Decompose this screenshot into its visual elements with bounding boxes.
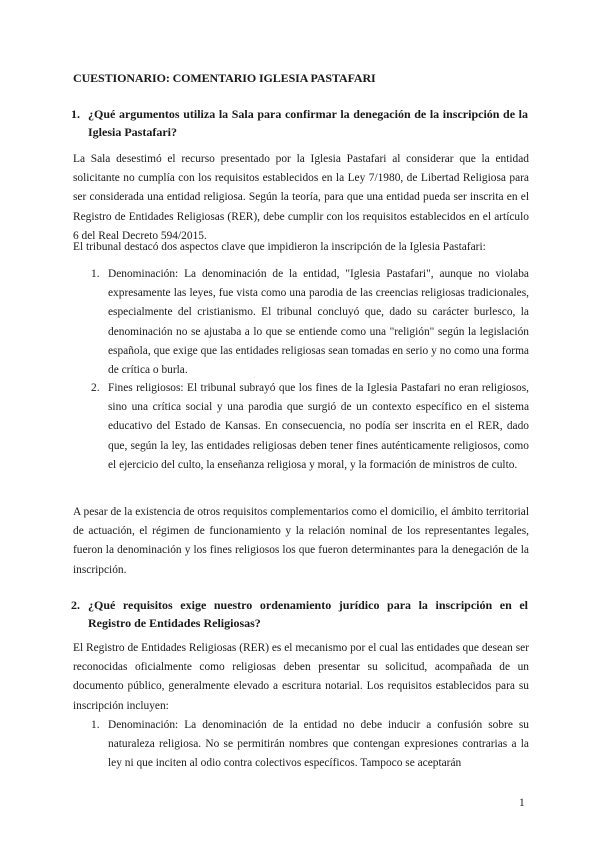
list-item-text: Fines religiosos: El tribunal subrayó que los fines de la Iglesia Pastafari no eran religiosos, sino una crítica social y una parodia que surgió de un contexto específico en el sistema educativo del Estado de Kansas. En consecuencia, no podía ser inscrita en el RER, dado que, según la ley, las entidades religiosas deben tener fines auténticamente religiosos, como el ejercicio del culto, la enseñanza religiosa y moral, y la formación de ministros de culto. xyxy=(108,382,529,471)
question-1 xyxy=(71,105,528,141)
list-item-text: Denominación: La denominación de la entidad no debe inducir a confusión sobre su naturaleza religiosa. No se permitirán nombres que contengan expresiones contrarias a la ley ni que inciten al odio contra colectivos específicos. Tampoco se aceptarán xyxy=(108,719,529,770)
list-item-text: Denominación: La denominación de la entidad, "Iglesia Pastafari", aunque no violaba expresamente las leyes, fue vista como una parodia de las creencias religiosas tradicionales, especialmente del cristianismo. El tribunal concluyó que, dado su carácter burlesco, la denominación no se ajustaba a lo que se entiende como una "religión" según la legislación española, que exige que las entidades religiosas sean tomadas en serio y no como una forma de crítica o burla. xyxy=(108,268,529,377)
question-2-text: ¿Qué requisitos exige nuestro ordenamiento jurídico para la inscripción en el Registro de Entidades Religiosas? xyxy=(88,598,528,630)
document-title: CUESTIONARIO: COMENTARIO IGLESIA PASTAFARI xyxy=(73,71,376,85)
answer-1-paragraph-1: La Sala desestimó el recurso presentado por la Iglesia Pastafari al considerar que la entidad solicitante no cumplía con los requisitos establecidos en la Ley 7/1980, de Libertad Religiosa para ser considerada una entidad religiosa. Según la teoría, para que una entidad pueda ser inscrita en el Registro de Entidades Religiosas (RER), debe cumplir con los requisitos establecidos en el artículo 6 del Real Decreto 594/2015. xyxy=(73,153,529,242)
list-item-number: 2. xyxy=(91,382,100,394)
question-2 xyxy=(71,596,528,632)
answer-2-paragraph-1: El Registro de Entidades Religiosas (RER) es el mecanismo por el cual las entidades que desean ser reconocidas oficialmente como religiosas deben presentar su solicitud, acompañada de un documento público, generalmente elevado a escritura notarial. Los requisitos establecidos para su inscripción incluyen: xyxy=(73,642,529,712)
list-item-number: 1. xyxy=(91,719,100,731)
list-item-1-1 xyxy=(91,265,529,380)
question-1-text: ¿Qué argumentos utiliza la Sala para confirmar la denegación de la inscripción de la Iglesia Pastafari? xyxy=(88,107,528,139)
answer-1-paragraph-3: A pesar de la existencia de otros requisitos complementarios como el domicilio, el ámbito territorial de actuación, el régimen de funcionamiento y la relación nominal de los representantes legales, fueron la denominación y los fines religiosos los que fueron determinantes para la denegación de la inscripción. xyxy=(73,506,529,576)
list-item-1-2 xyxy=(91,379,529,475)
question-1-number: 1. xyxy=(71,107,80,121)
list-item-number: 1. xyxy=(91,268,100,280)
question-2-number: 2. xyxy=(71,598,80,612)
page-number: 1 xyxy=(519,797,525,809)
list-item-2-1 xyxy=(91,716,529,774)
answer-1-paragraph-2: El tribunal destacó dos aspectos clave que impidieron la inscripción de la Iglesia Pastafari: xyxy=(73,241,486,253)
